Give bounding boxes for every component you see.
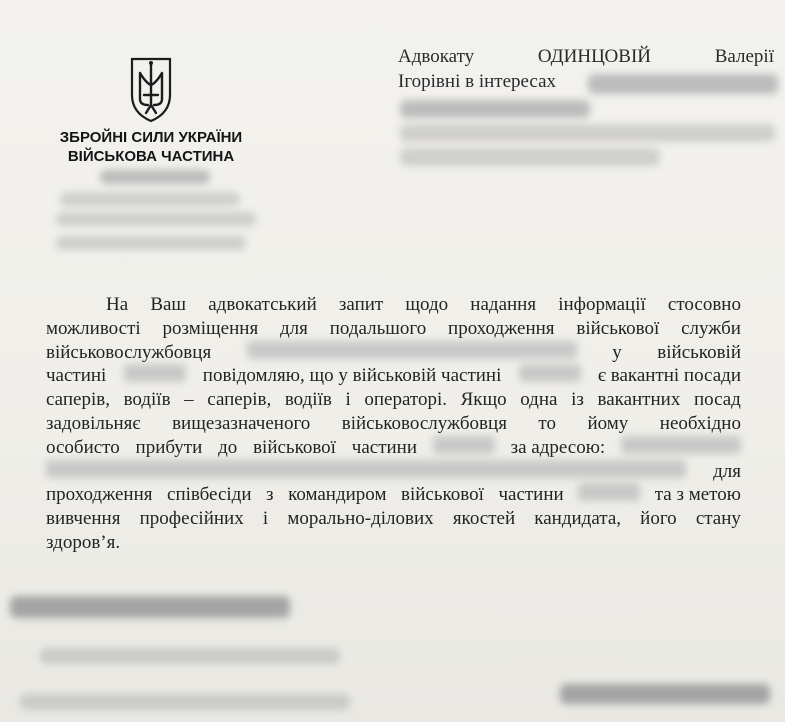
word: і [345,389,351,411]
phrase: та з метою [654,484,741,506]
word: і [262,508,269,530]
addressee-word: Валерії [714,46,774,67]
word: саперів, [207,389,272,411]
redacted-address [56,212,256,226]
word: саперів, [46,389,110,411]
organization-name [56,128,246,166]
body-line [46,293,741,317]
word: військової [401,484,484,506]
phrase: за адресою: [510,436,606,458]
word: проходження [46,484,153,506]
redacted-unit [124,364,186,382]
body-line [46,483,741,507]
word: морально-ділових [287,508,434,530]
body-line [46,436,741,460]
word: йому [587,412,629,434]
word: у [612,341,622,363]
word: військовій [657,341,741,363]
redacted-signature-title [40,648,340,664]
redacted-address [621,436,741,454]
body-line [46,412,741,436]
redacted-address [60,192,240,206]
word: до [218,436,238,458]
word: розміщення [162,317,259,339]
word: військовослужбовця [341,412,507,434]
redacted-client-address [400,148,660,166]
redacted-signature-title [20,694,350,710]
body-line [46,388,741,412]
word: служби [681,317,741,339]
addressee-word: Адвокату [398,46,475,67]
word: військової [576,317,660,339]
addressee-line-1 [398,44,774,69]
word: частині [46,365,107,387]
word: водіїв [123,389,171,411]
redacted-client-address [400,124,775,142]
word: адвокатський [208,294,317,315]
word: операторі. [364,389,447,411]
word: кандидата, [534,508,622,530]
word: із [571,389,584,411]
word: посад [693,389,741,411]
org-line-1: ЗБРОЙНІ СИЛИ УКРАЇНИ [59,129,243,146]
word: водіїв [284,389,332,411]
word: військової [253,436,336,458]
redacted-client-name [588,74,778,94]
redacted-address [46,460,686,478]
redacted-unit [519,364,581,382]
word: якостей [452,508,516,530]
redacted-date [56,236,246,250]
body-line [46,531,741,555]
letter-body [46,293,741,555]
redacted-name [247,341,577,359]
word: одна [520,389,558,411]
word: частини [351,436,417,458]
word: частини [498,484,564,506]
addressee-line-2: Ігорівні в інтересах [398,71,557,92]
phrase: є вакантні посади [597,365,741,387]
trident-icon [126,55,176,125]
word: прибути [135,436,203,458]
body-line [46,317,741,341]
word: необхідно [659,412,741,434]
word: для [713,460,741,482]
word: подальшого [329,317,427,339]
redacted-client-name [400,100,590,118]
word: – [184,389,194,411]
word: задовільняє [46,412,141,434]
word: стану [695,508,741,530]
phrase: повідомляю, що у військовій частині [202,365,502,387]
word: вивчення [46,508,121,530]
word: то [538,412,556,434]
word: особисто [46,436,120,458]
word: Якщо [460,389,507,411]
word: щодо [405,294,449,315]
body-line [46,460,741,484]
word: запит [338,294,384,315]
word: На [106,294,129,315]
word: професійних [139,508,244,530]
word: надання [470,294,537,315]
body-line [46,364,741,388]
word: його [640,508,677,530]
body-line [46,507,741,531]
word: проходження [448,317,555,339]
word: військовослужбовця [46,341,212,363]
word: інформації [558,294,646,315]
word: вакантних [597,389,681,411]
redacted-unit [433,436,495,454]
body-line [46,341,741,365]
word: для [280,317,308,339]
redacted-unit-number [100,170,210,184]
word: здоров’я. [46,531,121,553]
word: командиром [288,484,387,506]
addressee-surname: ОДИНЦОВІЙ [537,46,651,67]
redacted-signature-title [10,596,290,618]
word: вищезазначеного [172,412,311,434]
word: з [266,484,274,506]
org-line-2: ВІЙСЬКОВА ЧАСТИНА [67,148,235,165]
word: співбесіди [167,484,252,506]
word: Ваш [150,294,187,315]
word: стосовно [667,294,741,315]
redacted-unit [578,483,640,501]
redacted-signature-name [560,684,770,704]
word: можливості [46,317,141,339]
